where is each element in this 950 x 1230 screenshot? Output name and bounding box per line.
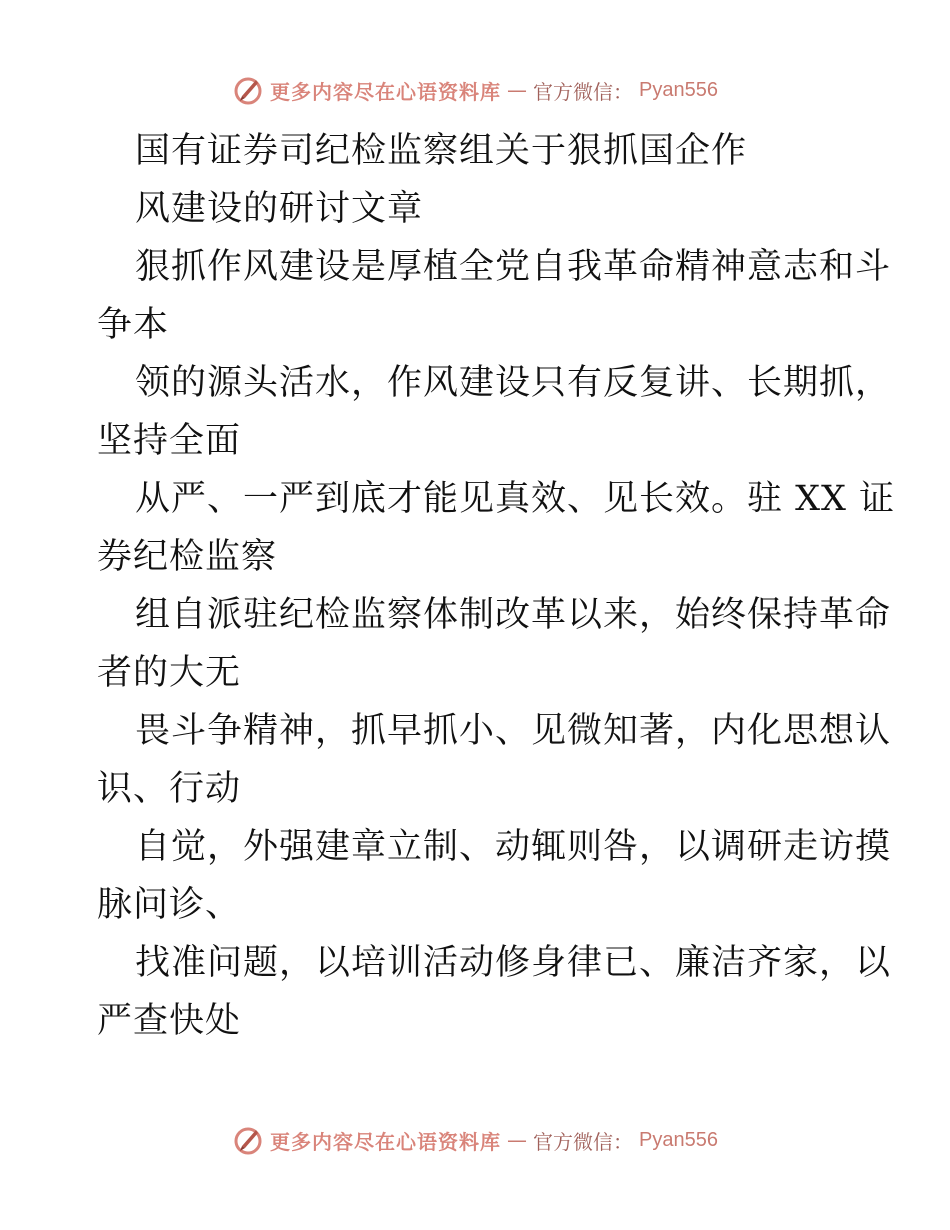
document-title-line: 风建设的研讨文章 (135, 189, 424, 229)
watermark-brand: 更多内容尽在心语资料库 (270, 79, 502, 104)
paragraph-line: 组自派驻纪检监察体制改革以来，始终保持革命 (135, 595, 892, 635)
footer-watermark (0, 1120, 950, 1160)
paragraph-line: 找准问题，以培训活动修身律已、廉洁齐家，以 (135, 943, 892, 983)
paragraph-line: 畏斗争精神，抓早抓小、见微知著，内化思想认 (135, 711, 892, 751)
quill-pen-logo-icon (232, 1124, 264, 1156)
paragraph-line: 狠抓作风建设是厚植全党自我革命精神意志和斗 (135, 247, 892, 287)
watermark-wechat-label: 官方微信： (533, 1129, 634, 1154)
paragraph-line: 者的大无 (97, 653, 242, 693)
watermark-wechat-label: 官方微信： (533, 79, 634, 104)
document-body (97, 122, 896, 1050)
document-title-line: 国有证券司纪检监察组关于狠抓国企作 (135, 131, 748, 171)
paragraph-line: 识、行动 (97, 769, 242, 809)
quill-pen-logo-icon (232, 74, 264, 106)
watermark-dash: — (507, 1128, 528, 1152)
watermark-dash: — (507, 78, 528, 102)
paragraph-line: 自觉，外强建章立制、动辄则咎，以调研走访摸 (135, 827, 892, 867)
paragraph-line: 严查快处 (97, 1001, 242, 1041)
paragraph-line: 坚持全面 (97, 421, 242, 461)
paragraph-line: 领的源头活水，作风建设只有反复讲、长期抓， (135, 363, 892, 403)
header-watermark (0, 70, 950, 110)
paragraph-line: 脉问诊、 (97, 885, 242, 925)
paragraph-line: 券纪检监察 (97, 537, 278, 577)
watermark-handle: Pyan556 (639, 78, 718, 101)
paragraph-line: 从严、一严到底才能见真效、见长效。驻 XX 证 (135, 479, 896, 519)
watermark-handle: Pyan556 (639, 1128, 718, 1151)
watermark-brand: 更多内容尽在心语资料库 (270, 1129, 502, 1154)
paragraph-line: 争本 (97, 305, 170, 345)
